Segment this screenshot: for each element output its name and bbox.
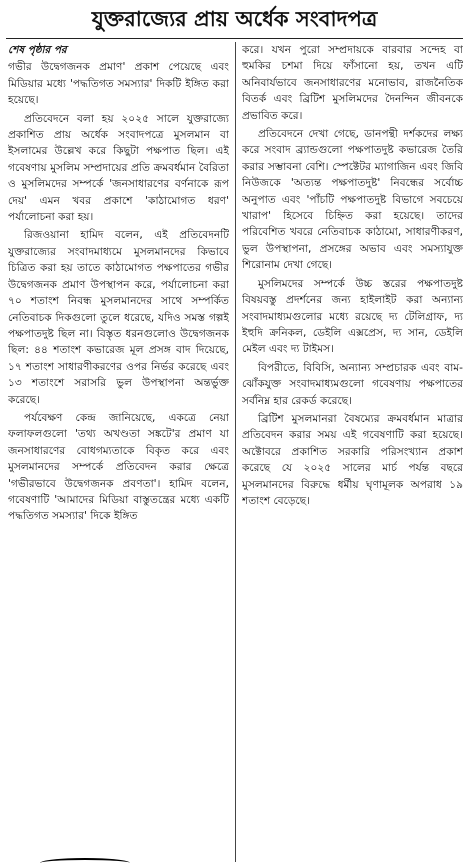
left-paragraph-3: রিজওয়ানা হামিদ বলেন, এই প্রতিবেদনটি যুক্তরাজ্যের সংবাদমাধ্যমে মুসলমানদের কিভাবে চিত্রিত করা হয় তাতে কাঠামোগত পক্ষপাতের গভীর উদ্বেগজনক প্রমাণ উপস্থাপন করে, পর্যালোচনা করা ৭০ শতাংশ নিবন্ধ মুসলমানদের সাথে সম্পর্কিত নেতিবাচক দিকগুলো তুলে ধরেছে, যদিও সমস্ত গল্পই পক্ষপাতদুষ্ট ছিল না। বিস্তৃত ধরনগুলোও উদ্বেগজনক ছিল: ৪৪ শতাংশ কভারেজ মূল প্রসঙ্গ বাদ দিয়েছে, ১৭ শতাংশ সাধারণীকরণের ওপর নির্ভর করেছে এবং ১৩ শতাংশে সরাসরি ভুল উপস্থাপনা অন্তর্ভুক্ত করেছে। [8, 229, 229, 406]
right-paragraph-4: বিপরীতে, বিবিসি, অন্যান্য সম্প্রচারক এবং বাম-ঝোঁকযুক্ত সংবাদমাধ্যমগুলো গবেষণায় পক্ষপাতের সর্বনিম্ন হার রেকর্ড করেছে। [242, 361, 463, 407]
right-paragraph-3: মুসলিমদের সম্পর্কে উচ্চ স্তরের পক্ষপাতদুষ্ট বিষয়বস্তু প্রদর্শনের জন্য হাইলাইট করা অন্যান্য সংবাদমাধ্যমগুলোর মধ্যে রয়েছে দ্য টেলিগ্রাফ, দ্য ইহুদি ক্রনিকল, ডেইলি এক্সপ্রেস, দ্য সান, ডেইলি মেইল এবং দ্য টাইমস। [242, 277, 463, 356]
left-column [8, 42, 229, 864]
right-paragraph-1: করে। যখন পুরো সম্প্রদায়কে বারবার সন্দেহ বা হুমকির চশমা দিয়ে ফাঁসানো হয়, তখন এটি অনিবার্যভাবে জনসাধারণের মনোভাব, রাজনৈতিক বিতর্ক এবং ব্রিটিশ মুসলিমদের দৈনন্দিন জীবনকে প্রভাবিত করে। [242, 44, 463, 122]
headline-rule [6, 38, 463, 39]
article-headline: যুক্তরাজ্যের প্রায় অর্ধেক সংবাদপত্র [91, 6, 378, 31]
left-paragraph-1: গভীর উদ্বেগজনক প্রমাণ' প্রকাশ পেয়েছে এবং মিডিয়ার মধ্যে 'পদ্ধতিগত সমস্যার' দিকটি ইঙ্গিত করা হয়েছে। [8, 61, 229, 107]
continuation-kicker: শেষ পৃষ্ঠার পর [8, 44, 67, 56]
left-paragraph-2: প্রতিবেদনে বলা হয় ২০২৫ সালে যুক্তরাজ্যে প্রকাশিত প্রায় অর্ধেক সংবাদপত্রে মুসলমান বা ইসলামের উল্লেখ করে কিছুটা পক্ষপাত ছিল। এই গবেষণায় মুসলিম সম্প্রদায়ের প্রতি ক্রমবর্ধমান বৈরিতা ও মুসলিমদের সম্পর্কে 'জনসাধারণের বর্ণনাকে রূপ দেয়' এমন খবর প্রকাশে 'কাঠামোগত ধরণ' পর্যালোচনা করা হয়। [8, 112, 229, 224]
column-divider [235, 42, 236, 862]
cropped-glyph-fragment [40, 858, 130, 868]
right-column [242, 42, 463, 864]
right-paragraph-2: প্রতিবেদনে দেখা গেছে, ডানপন্থী দর্শকদের লক্ষ্য করে সংবাদ ব্র্যান্ডগুলো পক্ষপাতদুষ্ট কভারেজ তৈরি করার সম্ভাবনা বেশি। স্পেক্টেটর ম্যাগাজিন এবং জিবি নিউজকে 'অত্যন্ত পক্ষপাতদুষ্ট' নিবন্ধের সর্বোচ্চ অনুপাত এবং 'পাঁচটি পক্ষপাতদুষ্ট বিভাগে সবচেয়ে খারাপ' হিসেবে চিহ্নিত করা হয়েছে। তাদের পরিবেশিত খবরে নেতিবাচক কাঠামো, সাধারণীকরণ, ভুল উপস্থাপনা, প্রসঙ্গের অভাব এবং সমস্যাযুক্ত শিরোনাম দেখা গেছে। [242, 128, 463, 272]
left-paragraph-4: পর্যবেক্ষণ কেন্দ্র জানিয়েছে, একত্রে নেয়া ফলাফলগুলো 'তথ্য অখণ্ডতা সঙ্কটে'র প্রমাণ যা জনসাধারণের বোধগম্যতাকে বিকৃত করে এবং মুসলমানদের সম্পর্কে প্রতিবেদন করার ক্ষেত্রে 'গভীরভাবে উদ্বেগজনক প্রবণতা'। হামিদ বলেন, গবেষণাটি 'আমাদের মিডিয়া বাস্তুতন্ত্রের মধ্যে একটি পদ্ধতিগত সমস্যার' দিকে ইঙ্গিত [8, 411, 229, 523]
right-paragraph-5: ব্রিটিশ মুসলমানরা বৈষম্যের ক্রমবর্ধমান মাত্রার প্রতিবেদন করার সময় এই গবেষণাটি করা হয়েছে। অক্টোবরে প্রকাশিত সরকারি পরিসংখ্যান প্রকাশ করেছে যে ২০২৫ সালের মার্চ পর্যন্ত বছরে মুসলমানদের বিরুদ্ধে ধর্মীয় ঘৃণামূলক অপরাধ ১৯ শতাংশ বেড়েছে। [242, 412, 463, 507]
